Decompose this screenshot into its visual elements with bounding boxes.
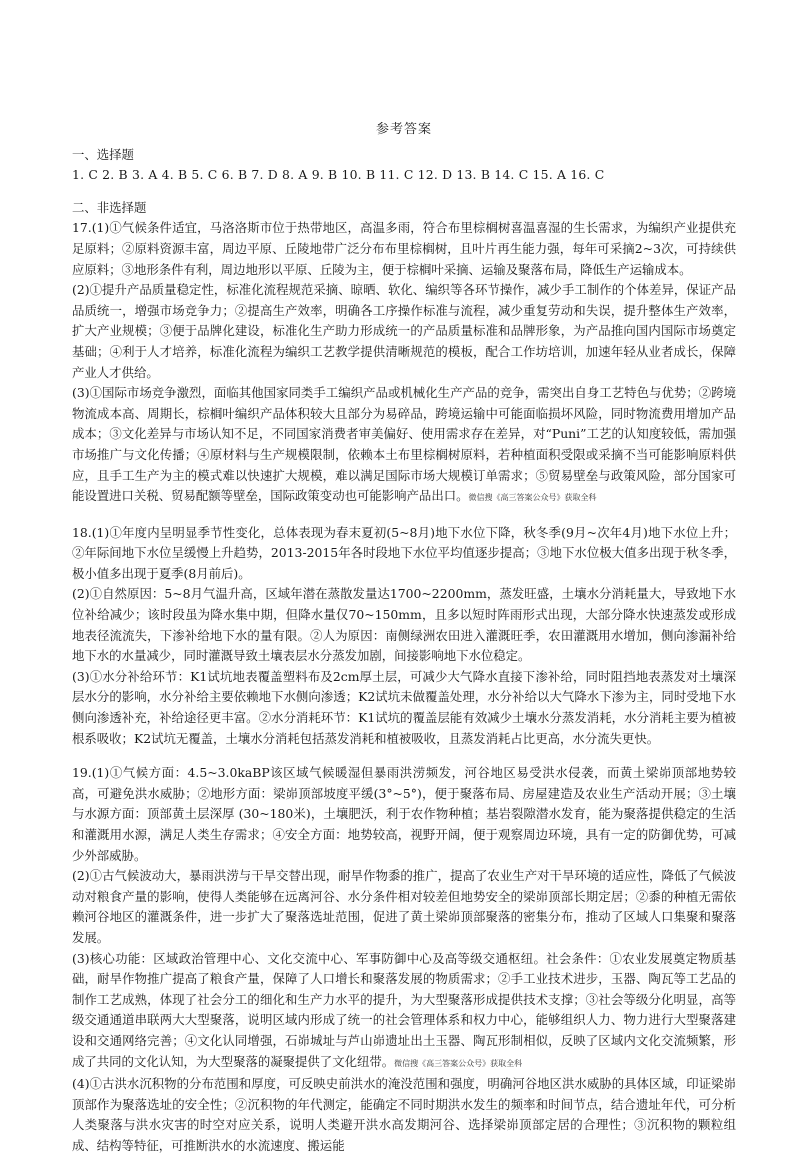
q17-part3-text: (3)①国际市场竞争激烈，面临其他国家同类手工编织产品或机械化生产产品的竞争，需突出自身工艺特色与优势；②跨境物流成本高、周期长，棕榈叶编织产品体积较大且部分为易碎品，跨境运输中可能面临损坏风险，同时物流费用增加产品成本；③文化差异与市场认知不足，不同国家消费者审美偏好、使用需求存在差异，对“Puni”工艺的认知度较低，需加强市场推广与文化传播；④原材料与生产规模限制，依赖本土布里棕榈树原料，若种植面积受限或采摘不当可能影响原料供应，且手工生产为主的模式难以快速扩大规模，难以满足国际市场大规模订单需求；⑤贸易壁垒与政策风险，部分国家可能设置进口关税、贸易配额等壁垒，国际政策变动也可能影响产品出口。 [72, 385, 736, 504]
q18-part1: 18.(1)①年度内呈明显季节性变化，总体表现为春末夏初(5~8月)地下水位下降，秋冬季(9月~次年4月)地下水位上升；②年际间地下水位呈缓慢上升趋势，2013-2015年各时段地下水位平均值逐步提高；③地下水位极大值多出现于秋冬季，极小值多出现于夏季(8月前后)。 [72, 524, 736, 581]
watermark-note: 微信搜《高三答案公众号》获取全科 [394, 1058, 523, 1068]
q18-part3: (3)①水分补给环节：K1试坑地表覆盖塑料布及2cm厚土层，可减少大气降水直接下渗补给，同时阻挡地表蒸发对土壤深层水分的影响，水分补给主要依赖地下水侧向渗透；K2试坑未做覆盖处理，水分补给以大气降水下渗为主，同时受地下水侧向渗透补充，补给途径更丰富。②水分消耗环节：K1试坑的覆盖层能有效减少土壤水分蒸发消耗，水分消耗主要为植被根系吸收；K2试坑无覆盖，土壤水分消耗包括蒸发消耗和植被吸收，且蒸发消耗占比更高，水分流失更快。 [72, 668, 736, 746]
q19-part1: 19.(1)①气候方面：4.5~3.0kaBP该区域气候暖湿但暴雨洪涝频发，河谷地区易受洪水侵袭，而黄土梁峁顶部地势较高，可避免洪水威胁；②地形方面：梁峁顶部坡度平缓(3°~5°)，便于聚落布局、房屋建造及农业生产活动开展；③土壤与水源方面：顶部黄土层深厚 (30~180米)，土壤肥沃，利于农作物种植；基岩裂隙潜水发育，能为聚落提供稳定的生活和灌溉用水源，满足人类生存需求；④安全方面：地势较高，视野开阔，便于观察周边环境，具有一定的防御优势，可减少外部威胁。 [72, 765, 736, 863]
q17-part1: 17.(1)①气候条件适宜，马洛洛斯市位于热带地区，高温多雨，符合布里棕榈树喜温喜湿的生长需求，为编织产业提供充足原料；②原料资源丰富，周边平原、丘陵地带广泛分布布里棕榈树，且叶片再生能力强，每年可采摘2~3次，可持续供应原料；③地形条件有利，周边地形以平原、丘陵为主，便于棕榈叶采摘、运输及聚落布局，降低生产运输成本。 [72, 220, 736, 277]
q17-part3 [72, 383, 736, 509]
section-heading-choice: 一、选择题 [72, 146, 134, 162]
q19-part4: (4)①古洪水沉积物的分布范围和厚度，可反映史前洪水的淹没范围和强度，明确河谷地区洪水威胁的具体区域，印证梁峁顶部作为聚落选址的安全性；②沉积物的年代测定，能确定不同时期洪水发生的频率和时间节点，结合遗址年代，可分析人类聚落与洪水灾害的时空对应关系，说明人类避开洪水高发期河谷、选择梁峁顶部定居的合理性；③沉积物的颗粒组成、结构等特征，可推断洪水的水流速度、搬运能 [72, 1076, 736, 1153]
choice-answers: 1. C 2. B 3. A 4. B 5. C 6. B 7. D 8. A 9. B 10. B 11. C 12. D 13. B 14. C 15. A 16. C [72, 167, 605, 183]
page-title: 参考答案 [375, 122, 432, 137]
q19-part2: (2)①古气候波动大，暴雨洪涝与干旱交替出现，耐旱作物黍的推广，提高了农业生产对干旱环境的适应性，降低了气候波动对粮食产量的影响，使得人类能够在远离河谷、水分条件相对较差但地势安全的梁峁顶部长期定居；②黍的种植无需依赖河谷地区的灌溉条件，进一步扩大了聚落选址范围，促进了黄土梁峁顶部聚落的密集分布，推动了区域人口集聚和聚落发展。 [72, 868, 736, 945]
q17-part2: (2)①提升产品质量稳定性，标准化流程规范采摘、晾晒、软化、编织等各环节操作，减少手工制作的个体差异，保证产品品质统一，增强市场竞争力；②提高生产效率，明确各工序操作标准与流程，减少重复劳动和失误，提升整体生产效率，扩大产业规模；③便于品牌化建设，标准化生产助力形成统一的产品质量标准和品牌形象，为产品推向国内国际市场奠定基础；④利于人才培养，标准化流程为编织工艺教学提供清晰规范的模板，配合工作坊培训，加速年轻从业者成长，保障产业人才供给。 [72, 282, 736, 380]
q19-part3-text: (3)核心功能：区域政治管理中心、文化交流中心、军事防御中心及高等级交通枢纽。社会条件：①农业发展奠定物质基础，耐旱作物推广提高了粮食产量，保障了人口增长和聚落发展的物质需求；②手工业技术进步，玉器、陶瓦等工艺品的制作工艺成熟，体现了社会分工的细化和生产力水平的提升，为大型聚落形成提供技术支撑；③社会等级分化明显，高等级交通通道串联两大大型聚落，说明区域内形成了统一的社会管理体系和权力中心，能够组织人力、物力进行大型聚落建设和交通网络完善；④文化认同增强，石峁城址与芦山峁遗址出土玉器、陶瓦形制相似，反映了区域内文化交流频繁，形成了共同的文化认知，为大型聚落的凝聚提供了文化纽带。 [72, 950, 736, 1069]
section-heading-nonchoice: 二、非选择题 [72, 199, 147, 215]
q19-part3 [72, 949, 736, 1075]
q18-part2: (2)①自然原因：5~8月气温升高，区域年潜在蒸散发量达1700~2200mm，蒸发旺盛，土壤水分消耗量大，导致地下水位补给减少；该时段虽为降水集中期，但降水量仅70~150mm，且多以短时阵雨形式出现，大部分降水快速蒸发或形成地表径流流失，下渗补给地下水的量有限。②人为原因：南侧绿洲农田进入灌溉旺季，农田灌溉用水增加，侧向渗漏补给地下水的水量减少，同时灌溉导致土壤表层水分蒸发加剧，间接影响地下水位稳定。 [72, 586, 736, 664]
watermark-note: 微信搜《高三答案公众号》获取全科 [468, 493, 597, 503]
